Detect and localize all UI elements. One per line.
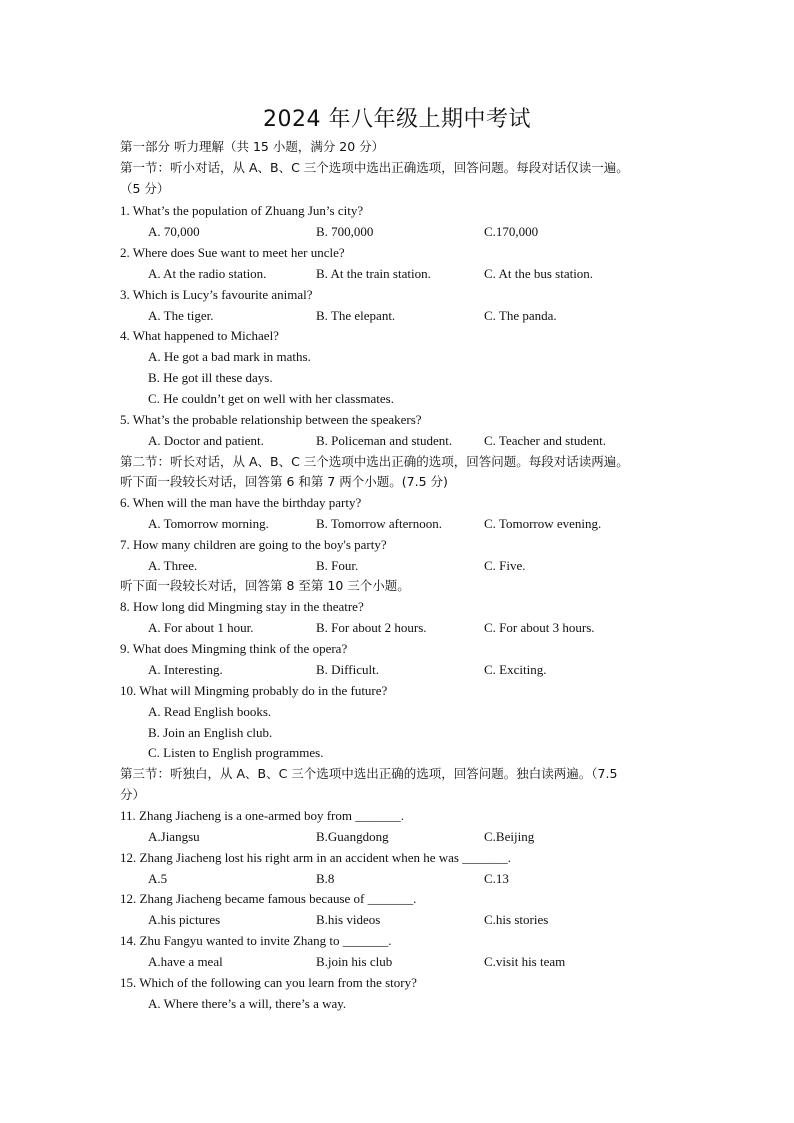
q15-option-a: A. Where there’s a will, there’s a way. (148, 996, 347, 1011)
q7-option-b: B. Four. (316, 558, 359, 573)
q7-option-a: A. Three. (148, 558, 198, 573)
question-14: 14. Zhu Fangyu wanted to invite Zhang to _______. (120, 933, 392, 948)
section1-instruction: 第一节：听小对话，从 A、B、C 三个选项中选出正确选项，回答问题。每段对话仅读一遍。 (120, 160, 629, 175)
question-7: 7. How many children are going to the boy's party? (120, 537, 387, 552)
q5-option-a: A. Doctor and patient. (148, 433, 264, 448)
question-2: 2. Where does Sue want to meet her uncle? (120, 245, 345, 260)
q12-option-c: C.13 (484, 871, 509, 886)
q14-option-c: C.visit his team (484, 954, 566, 969)
q9-option-a: A. Interesting. (148, 662, 223, 677)
q7-option-c: C. Five. (484, 558, 526, 573)
q5-option-b: B. Policeman and student. (316, 433, 453, 448)
q1-option-c: C.170,000 (484, 224, 539, 239)
question-4: 4. What happened to Michael? (120, 328, 279, 343)
question-5: 5. What’s the probable relationship between the speakers? (120, 412, 422, 427)
q8-option-a: A. For about 1 hour. (148, 620, 254, 635)
q3-option-c: C. The panda. (484, 308, 557, 323)
question-10: 10. What will Mingming probably do in the future? (120, 683, 388, 698)
q14-option-b: B.join his club (316, 954, 393, 969)
question-6: 6. When will the man have the birthday party? (120, 495, 362, 510)
q11-option-b: B.Guangdong (316, 829, 389, 844)
q4-option-c: C. He couldn’t get on well with her classmates. (148, 391, 394, 406)
question-9: 9. What does Mingming think of the opera? (120, 641, 348, 656)
q10-option-b: B. Join an English club. (148, 725, 273, 740)
q1-option-b: B. 700,000 (316, 224, 374, 239)
q8-option-b: B. For about 2 hours. (316, 620, 427, 635)
section3-score: 分） (120, 787, 146, 802)
q6-option-b: B. Tomorrow afternoon. (316, 516, 442, 531)
q12-option-b: B.8 (316, 871, 335, 886)
part-heading: 第一部分 听力理解（共 15 小题，满分 20 分） (120, 139, 385, 154)
question-8: 8. How long did Mingming stay in the theatre? (120, 599, 364, 614)
q13-option-c: C.his stories (484, 912, 549, 927)
q11-option-c: C.Beijing (484, 829, 535, 844)
q2-option-a: A. At the radio station. (148, 266, 267, 281)
section2-subinstruction: 听下面一段较长对话，回答第 6 和第 7 两个小题。(7.5 分) (120, 474, 448, 489)
q13-option-a: A.his pictures (148, 912, 221, 927)
exam-title: 2024 年八年级上期中考试 (263, 107, 531, 132)
q6-option-a: A. Tomorrow morning. (148, 516, 269, 531)
q2-option-c: C. At the bus station. (484, 266, 594, 281)
q3-option-a: A. The tiger. (148, 308, 214, 323)
q1-option-a: A. 70,000 (148, 224, 200, 239)
question-13: 12. Zhang Jiacheng became famous because of _______. (120, 891, 417, 906)
q3-option-b: B. The elepant. (316, 308, 396, 323)
q9-option-b: B. Difficult. (316, 662, 379, 677)
question-12: 12. Zhang Jiacheng lost his right arm in an accident when he was _______. (120, 850, 511, 865)
q8-option-c: C. For about 3 hours. (484, 620, 595, 635)
q4-option-b: B. He got ill these days. (148, 370, 273, 385)
section1-score: （5 分） (120, 181, 170, 196)
q6-option-c: C. Tomorrow evening. (484, 516, 602, 531)
q13-option-b: B.his videos (316, 912, 381, 927)
q9-option-c: C. Exciting. (484, 662, 547, 677)
q10-option-a: A. Read English books. (148, 704, 272, 719)
q11-option-a: A.Jiangsu (148, 829, 200, 844)
section2-subinstruction-2: 听下面一段较长对话，回答第 8 至第 10 三个小题。 (120, 578, 410, 593)
q12-option-a: A.5 (148, 871, 168, 886)
q2-option-b: B. At the train station. (316, 266, 431, 281)
q4-option-a: A. He got a bad mark in maths. (148, 349, 311, 364)
q14-option-a: A.have a meal (148, 954, 223, 969)
section2-instruction: 第二节：听长对话，从 A、B、C 三个选项中选出正确的选项，回答问题。每段对话读两遍。 (120, 454, 629, 469)
question-11: 11. Zhang Jiacheng is a one-armed boy from _______. (120, 808, 405, 823)
section3-instruction: 第三节：听独白，从 A、B、C 三个选项中选出正确的选项，回答问题。独白读两遍。（7.5 (120, 766, 618, 781)
question-15: 15. Which of the following can you learn from the story? (120, 975, 417, 990)
q10-option-c: C. Listen to English programmes. (148, 745, 324, 760)
question-3: 3. Which is Lucy’s favourite animal? (120, 287, 313, 302)
q5-option-c: C. Teacher and student. (484, 433, 606, 448)
question-1: 1. What’s the population of Zhuang Jun’s city? (120, 203, 364, 218)
